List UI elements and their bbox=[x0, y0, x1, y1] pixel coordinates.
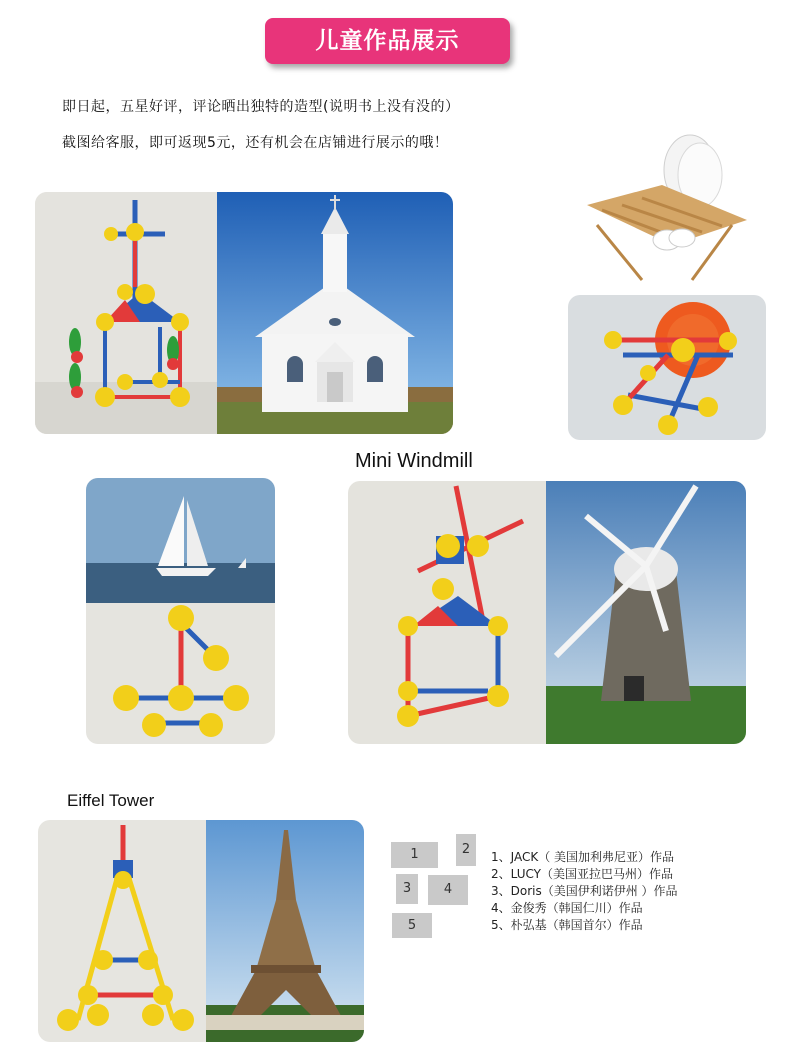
eiffel-tower-photo bbox=[206, 820, 364, 1042]
legend-box-1: 1 bbox=[391, 842, 438, 868]
windmill-section-title: Mini Windmill bbox=[355, 450, 473, 472]
promo-text-line-1: 即日起，五星好评，评论晒出独特的造型(说明书上没有没的） bbox=[62, 99, 460, 115]
sailboat-showcase-card bbox=[86, 478, 275, 744]
eiffel-showcase-card bbox=[38, 820, 364, 1042]
credit-item: 5、朴弘基（韩国首尔）作品 bbox=[491, 918, 643, 932]
dish-rack-photo bbox=[582, 130, 752, 290]
toy-windmill-photo bbox=[348, 481, 546, 744]
sailboat-photo bbox=[86, 478, 275, 603]
credit-item: 4、金俊秀（韩国仁川）作品 bbox=[491, 901, 643, 915]
legend-box-3: 3 bbox=[396, 874, 418, 904]
credit-item: 1、JACK（ 美国加利弗尼亚）作品 bbox=[491, 850, 675, 864]
page-title-banner: 儿童作品展示 bbox=[265, 18, 510, 64]
legend-box-5: 5 bbox=[392, 913, 432, 938]
church-showcase-card bbox=[35, 192, 453, 434]
toy-church-photo bbox=[35, 192, 217, 434]
credit-item: 2、LUCY（美国亚拉巴马州）作品 bbox=[491, 867, 674, 881]
legend-box-2: 2 bbox=[456, 834, 476, 866]
toy-eiffel-photo bbox=[38, 820, 206, 1042]
church-photo bbox=[217, 192, 453, 434]
legend-box-4: 4 bbox=[428, 875, 468, 905]
windmill-showcase-card bbox=[348, 481, 746, 744]
toy-sailboat-photo bbox=[86, 603, 275, 744]
toy-dish-rack-photo bbox=[568, 295, 766, 440]
windmill-photo bbox=[546, 481, 746, 744]
eiffel-section-title: Eiffel Tower bbox=[67, 791, 155, 810]
promo-text-line-2: 截图给客服，即可返现5元，还有机会在店铺进行展示的哦！ bbox=[62, 135, 449, 151]
credit-item: 3、Doris（美国伊利诺伊州 ）作品 bbox=[491, 884, 678, 898]
credits-list bbox=[491, 849, 678, 934]
